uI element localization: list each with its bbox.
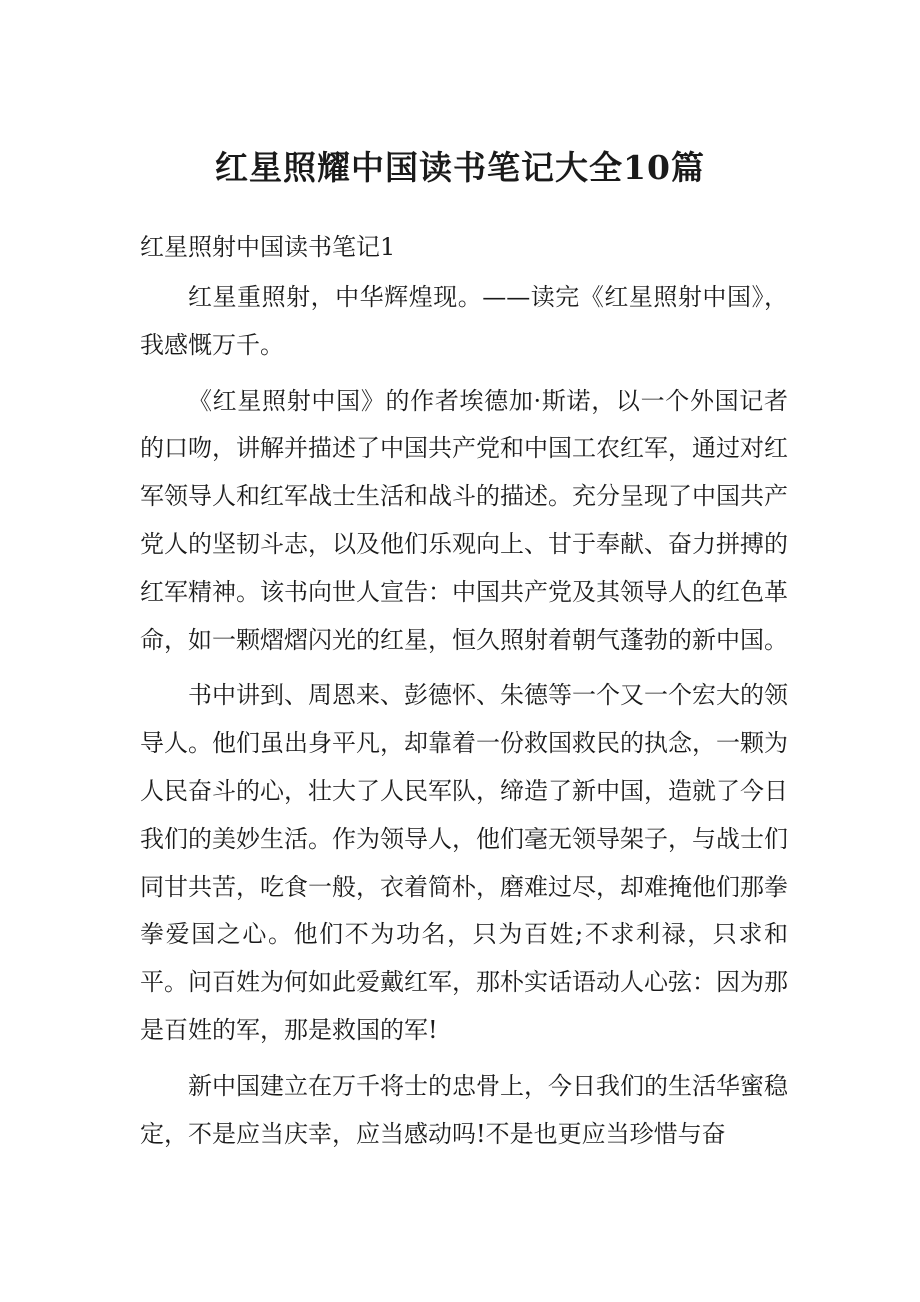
paragraph-4: 新中国建立在万千将士的忠骨上，今日我们的生活华蜜稳定，不是应当庆幸，应当感动吗!不是也更应当珍惜与奋 bbox=[140, 1071, 788, 1148]
paragraph-3: 书中讲到、周恩来、彭德怀、朱德等一个又一个宏大的领导人。他们虽出身平凡，却靠着一份救国救民的执念，一颗为人民奋斗的心，壮大了人民军队，缔造了新中国，造就了今日我们的美妙生活。作为领导人，他们毫无领导架子，与战士们同甘共苦，吃食一般，衣着简朴，磨难过尽，却难掩他们那拳拳爱国之心。他们不为功名，只为百姓;不求利禄，只求和平。问百姓为何如此爱戴红军，那朴实话语动人心弦：因为那是百姓的军，那是救国的军! bbox=[140, 681, 788, 1044]
paragraph-1: 红星重照射，中华辉煌现。——读完《红星照射中国》，我感慨万千。 bbox=[140, 283, 788, 359]
document-body bbox=[140, 274, 788, 1166]
paragraph-2: 《红星照射中国》的作者埃德加·斯诺，以一个外国记者的口吻，讲解并描述了中国共产党和中国工农红军，通过对红军领导人和红军战士生活和战斗的描述。充分呈现了中国共产党人的坚韧斗志，以及他们乐观向上、甘于奉献、奋力拼搏的红军精神。该书向世人宣告：中国共产党及其领导人的红色革命，如一颗熠熠闪光的红星，恒久照射着朝气蓬勃的新中国。 bbox=[140, 386, 788, 654]
document-title: 红星照耀中国读书笔记大全10篇 bbox=[215, 148, 705, 187]
section-heading: 红星照射中国读书笔记1 bbox=[140, 233, 396, 261]
